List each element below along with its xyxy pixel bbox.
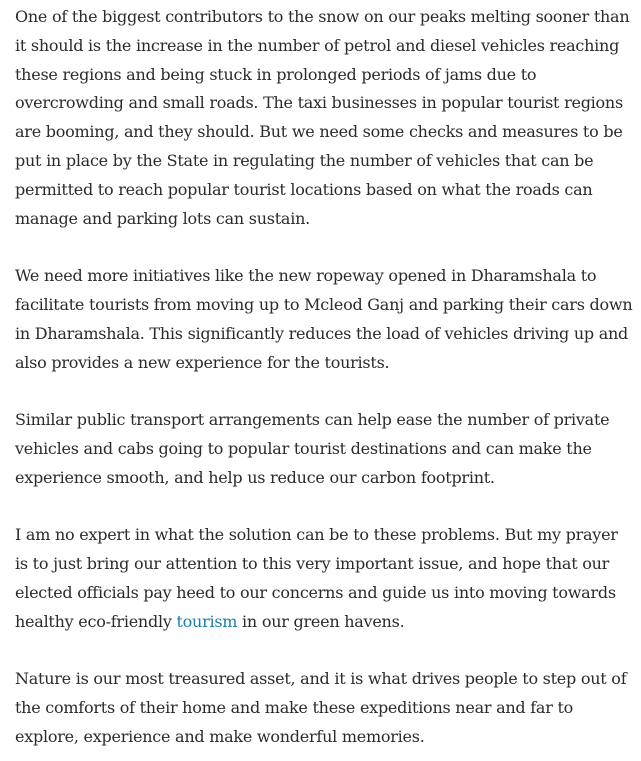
paragraph-eco-tourism — [15, 521, 633, 636]
paragraph-nature: Nature is our most treasured asset, and it is what drives people to step out of the comforts of their home and make these expeditions near and far to explore, experience and make wonderful memories. — [15, 669, 627, 746]
paragraph-eco-tourism-text-after: in our green havens. — [237, 611, 405, 631]
paragraph-ropeway: We need more initiatives like the new ropeway opened in Dharamshala to facilitate tourists from moving up to Mcleod Ganj and parking their cars down in Dharamshala. This significantly reduces the load of vehicles driving up and also provides a new experience for the tourists. — [15, 266, 633, 372]
paragraph-eco-tourism-text-before: I am no expert in what the solution can be to these problems. But my prayer is to just bring our attention to this very important issue, and hope that our elected officials pay heed to our concerns and guide us into moving towards healthy eco-friendly — [15, 525, 618, 631]
paragraph-public-transport: Similar public transport arrangements can help ease the number of private vehicles and cabs going to popular tourist destinations and can make the experience smooth, and help us reduce our carbon footprint. — [15, 410, 610, 487]
paragraph-vehicles: One of the biggest contributors to the snow on our peaks melting sooner than it should is the increase in the number of petrol and diesel vehicles reaching these regions and being stuck in prolonged periods of jams due to overcrowding and small roads. The taxi businesses in popular tourist regions are booming, and they should. But we need some checks and measures to be put in place by the State in regulating the number of vehicles that can be permitted to reach popular tourist locations based on what the roads can manage and parking lots can sustain. — [15, 7, 630, 228]
article-body — [15, 3, 633, 752]
tourism-link[interactable]: tourism — [176, 611, 238, 631]
